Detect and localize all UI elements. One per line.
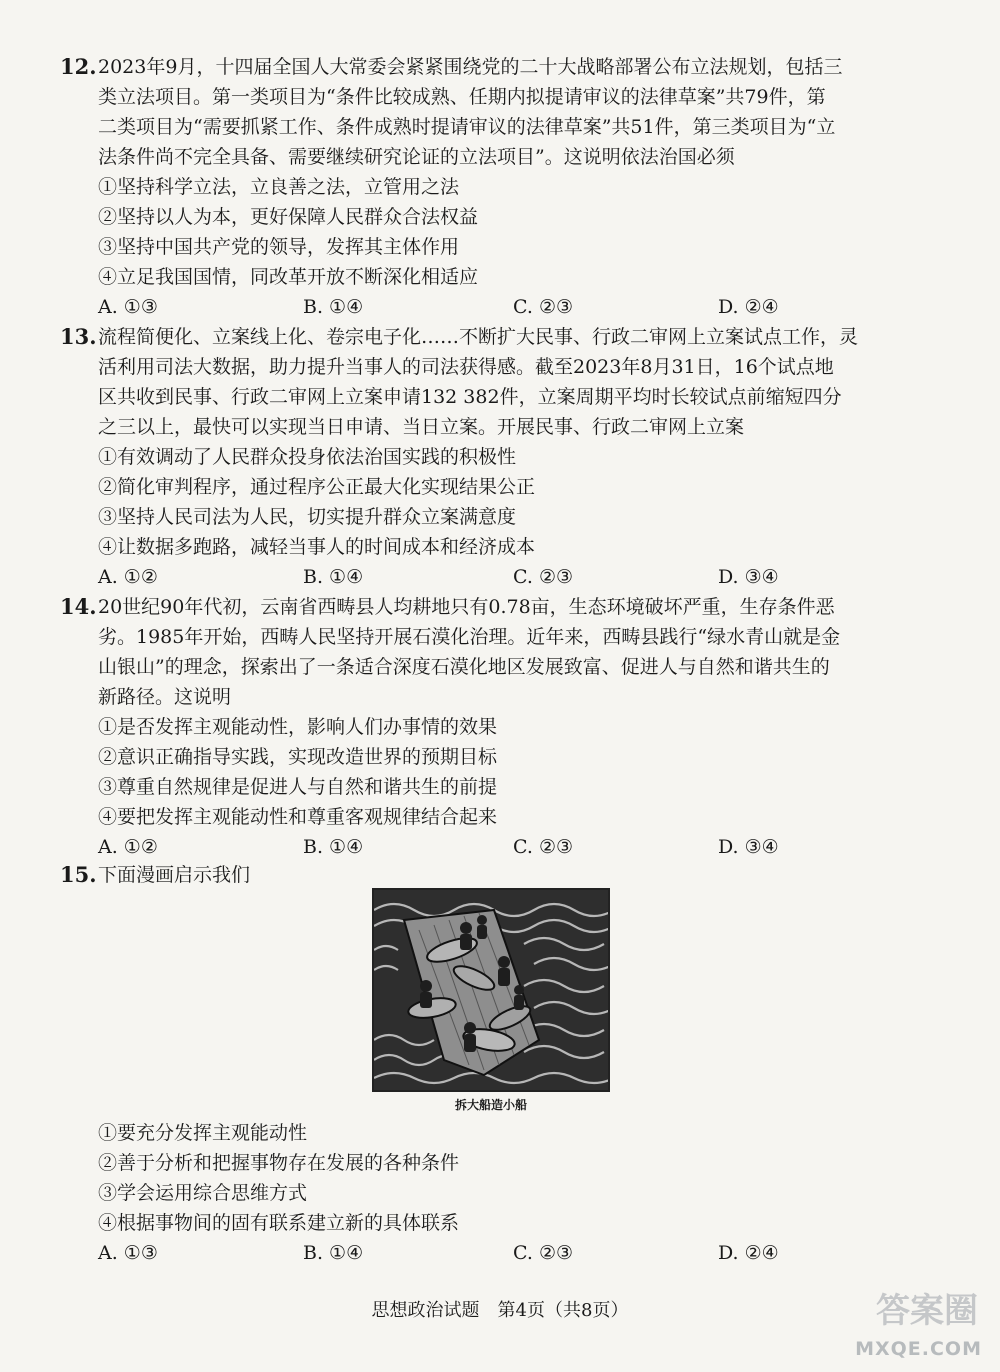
answer-choices (98, 832, 960, 862)
stem-line: 2023年9月，十四届全国人大常委会紧紧围绕党的二十大战略部署公布立法规划，包括三 (98, 56, 843, 78)
choice-d[interactable]: D. ②④ (718, 1242, 779, 1264)
choice-d[interactable]: D. ③④ (718, 566, 779, 588)
comic-drawing (374, 890, 608, 1090)
stem-line: 活利用司法大数据，助力提升当事人的司法获得感。截至2023年8月31日，16个试点地 (98, 356, 834, 378)
answer-choices (98, 562, 960, 592)
stem-line: 山银山”的理念，探索出了一条适合深度石漠化地区发展致富、促进人与自然和谐共生的 (98, 656, 830, 678)
statement-4: ④根据事物间的固有联系建立新的具体联系 (98, 1212, 460, 1234)
choice-d[interactable]: D. ③④ (718, 836, 779, 858)
statement-2: ②坚持以人为本，更好保障人民群众合法权益 (98, 206, 479, 228)
choice-b[interactable]: B. ①④ (303, 566, 364, 588)
choice-d[interactable]: D. ②④ (718, 296, 779, 318)
stem-line: 新路径。这说明 (98, 686, 232, 708)
choice-a[interactable]: A. ①② (98, 566, 158, 588)
stem-line: 流程简便化、立案线上化、卷宗电子化……不断扩大民事、行政二审网上立案试点工作，灵 (98, 326, 859, 348)
statement-4: ④让数据多跑路，减轻当事人的时间成本和经济成本 (98, 536, 536, 558)
stem-line: 类立法项目。第一类项目为“条件比较成熟、任期内拟提请审议的法律草案”共79件，第 (98, 86, 826, 108)
choice-c[interactable]: C. ②③ (513, 566, 574, 588)
stem-line: 二类项目为“需要抓紧工作、条件成熟时提请审议的法律草案”共51件，第三类项目为“立 (98, 116, 836, 138)
question-12-stem (60, 52, 960, 172)
statement-3: ③坚持中国共产党的领导，发挥其主体作用 (98, 236, 460, 258)
choice-b[interactable]: B. ①④ (303, 836, 364, 858)
question-number: 15. (60, 862, 97, 887)
stem-line: 下面漫画启示我们 (98, 864, 251, 886)
statement-2: ②简化审判程序，通过程序公正最大化实现结果公正 (98, 476, 536, 498)
stem-line: 劣。1985年开始，西畴人民坚持开展石漠化治理。近年来，西畴县践行“绿水青山就是金 (98, 626, 841, 648)
statement-3: ③学会运用综合思维方式 (98, 1182, 308, 1204)
page-footer: 思想政治试题 第4页（共8页） (371, 1300, 629, 1321)
statement-1: ①坚持科学立法，立良善之法，立管用之法 (98, 176, 460, 198)
statement-3: ③尊重自然规律是促进人与自然和谐共生的前提 (98, 776, 498, 798)
stem-line: 之三以上，最快可以实现当日申请、当日立案。开展民事、行政二审网上立案 (98, 416, 745, 438)
choice-b[interactable]: B. ①④ (303, 1242, 364, 1264)
choice-c[interactable]: C. ②③ (513, 1242, 574, 1264)
question-15-stem (60, 860, 960, 890)
answer-choices (98, 1238, 960, 1268)
choice-c[interactable]: C. ②③ (513, 836, 574, 858)
statement-1: ①有效调动了人民群众投身依法治国实践的积极性 (98, 446, 517, 468)
stem-line: 法条件尚不完全具备、需要继续研究论证的立法项目”。这说明依法治国必须 (98, 146, 735, 168)
statement-2: ②善于分析和把握事物存在发展的各种条件 (98, 1152, 460, 1174)
question-12 (60, 52, 960, 322)
question-14 (60, 592, 960, 862)
question-13-stem (60, 322, 960, 442)
watermark (852, 1288, 992, 1368)
choice-a[interactable]: A. ①② (98, 836, 158, 858)
stem-line: 区共收到民事、行政二审网上立案申请132 382件，立案周期平均时长较试点前缩短四分 (98, 386, 842, 408)
watermark-site: MXQE.COM (855, 1338, 982, 1360)
statement-2: ②意识正确指导实践，实现改造世界的预期目标 (98, 746, 498, 768)
choice-b[interactable]: B. ①④ (303, 296, 364, 318)
statement-3: ③坚持人民司法为人民，切实提升群众立案满意度 (98, 506, 517, 528)
question-13 (60, 322, 960, 592)
choice-c[interactable]: C. ②③ (513, 296, 574, 318)
comic-caption: 拆大船造小船 (454, 1098, 527, 1112)
watermark-logo: 答案圈 (876, 1291, 978, 1331)
question-14-stem (60, 592, 960, 712)
stem-line: 20世纪90年代初，云南省西畴县人均耕地只有0.78亩，生态环境破坏严重，生存条件恶 (98, 596, 835, 618)
statement-1: ①要充分发挥主观能动性 (98, 1122, 308, 1144)
answer-choices (98, 292, 960, 322)
question-number: 14. (60, 594, 97, 619)
choice-a[interactable]: A. ①③ (98, 1242, 158, 1264)
choice-a[interactable]: A. ①③ (98, 296, 158, 318)
comic-illustration (372, 888, 610, 1092)
question-number: 12. (60, 54, 97, 79)
question-number: 13. (60, 324, 97, 349)
question-15-options (60, 1118, 960, 1268)
statement-4: ④要把发挥主观能动性和尊重客观规律结合起来 (98, 806, 498, 828)
statement-1: ①是否发挥主观能动性，影响人们办事情的效果 (98, 716, 498, 738)
statement-4: ④立足我国国情，同改革开放不断深化相适应 (98, 266, 479, 288)
